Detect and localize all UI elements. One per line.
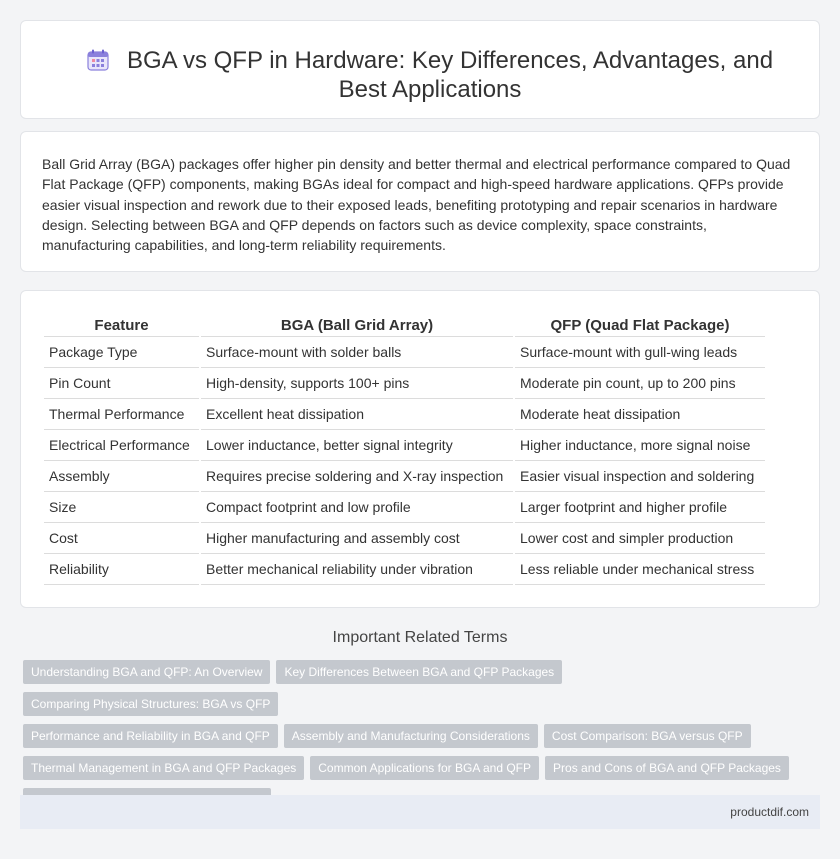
cell-bga: Lower inductance, better signal integrity xyxy=(201,430,513,461)
related-tag[interactable]: Cost Comparison: BGA versus QFP xyxy=(544,724,751,748)
cell-qfp: Surface-mount with gull-wing leads xyxy=(515,337,765,368)
header-card xyxy=(20,20,820,119)
related-tag[interactable]: Key Differences Between BGA and QFP Packages xyxy=(276,660,562,684)
header-bga: BGA (Ball Grid Array) xyxy=(201,315,513,337)
intro-paragraph: Ball Grid Array (BGA) packages offer higher pin density and better thermal and electrical performance compared to Quad Flat Package (QFP) components, making BGAs ideal for compact and high-speed hardware applications. QFPs provide easier visual inspection and rework due to their exposed leads, benefiting prototyping and repair scenarios in hardware design. Selecting between BGA and QFP depends on factors such as device complexity, space constraints, manufacturing capabilities, and long-term reliability requirements. xyxy=(42,156,791,254)
calendar-grid-icon xyxy=(87,49,109,71)
cell-feature: Cost xyxy=(44,523,199,554)
table-row xyxy=(44,337,765,368)
table-row xyxy=(44,430,765,461)
table-row xyxy=(44,399,765,430)
cell-qfp: Larger footprint and higher profile xyxy=(515,492,765,523)
cell-qfp: Moderate heat dissipation xyxy=(515,399,765,430)
cell-feature: Size xyxy=(44,492,199,523)
header-feature: Feature xyxy=(44,315,199,337)
related-tag[interactable]: Assembly and Manufacturing Considerations xyxy=(284,724,538,748)
cell-bga: Surface-mount with solder balls xyxy=(201,337,513,368)
cell-qfp: Higher inductance, more signal noise xyxy=(515,430,765,461)
cell-feature: Package Type xyxy=(44,337,199,368)
cell-qfp: Lower cost and simpler production xyxy=(515,523,765,554)
table-row xyxy=(44,523,765,554)
related-tag[interactable]: Performance and Reliability in BGA and QFP xyxy=(23,724,278,748)
cell-qfp: Less reliable under mechanical stress xyxy=(515,554,765,585)
related-tag[interactable]: Thermal Management in BGA and QFP Packages xyxy=(23,756,304,780)
related-tag[interactable]: Comparing Physical Structures: BGA vs QFP xyxy=(23,692,278,716)
table-row xyxy=(44,492,765,523)
cell-feature: Thermal Performance xyxy=(44,399,199,430)
cell-feature: Pin Count xyxy=(44,368,199,399)
table-row xyxy=(44,554,765,585)
cell-feature: Electrical Performance xyxy=(44,430,199,461)
page-title xyxy=(61,46,799,104)
header-qfp: QFP (Quad Flat Package) xyxy=(515,315,765,337)
cell-bga: Requires precise soldering and X-ray inspection xyxy=(201,461,513,492)
related-terms-title: Important Related Terms xyxy=(332,629,508,646)
cell-bga: Excellent heat dissipation xyxy=(201,399,513,430)
related-tag[interactable]: Understanding BGA and QFP: An Overview xyxy=(23,660,270,684)
table-row xyxy=(44,461,765,492)
table-row xyxy=(44,368,765,399)
cell-bga: High-density, supports 100+ pins xyxy=(201,368,513,399)
footer-site-link[interactable]: productdif.com xyxy=(730,805,809,819)
cell-bga: Better mechanical reliability under vibration xyxy=(201,554,513,585)
related-tag[interactable]: Common Applications for BGA and QFP xyxy=(310,756,539,780)
comparison-table-card xyxy=(20,290,820,608)
related-tag[interactable]: Pros and Cons of BGA and QFP Packages xyxy=(545,756,789,780)
cell-bga: Higher manufacturing and assembly cost xyxy=(201,523,513,554)
cell-feature: Reliability xyxy=(44,554,199,585)
comparison-table xyxy=(42,315,767,585)
cell-qfp: Easier visual inspection and soldering xyxy=(515,461,765,492)
cell-qfp: Moderate pin count, up to 200 pins xyxy=(515,368,765,399)
intro-card xyxy=(20,131,820,272)
footer xyxy=(20,795,820,829)
cell-feature: Assembly xyxy=(44,461,199,492)
cell-bga: Compact footprint and low profile xyxy=(201,492,513,523)
table-header-row xyxy=(44,315,765,337)
page-title-text: BGA vs QFP in Hardware: Key Differences, Advantages, and Best Applications xyxy=(126,47,774,103)
title-wrap xyxy=(61,46,799,104)
